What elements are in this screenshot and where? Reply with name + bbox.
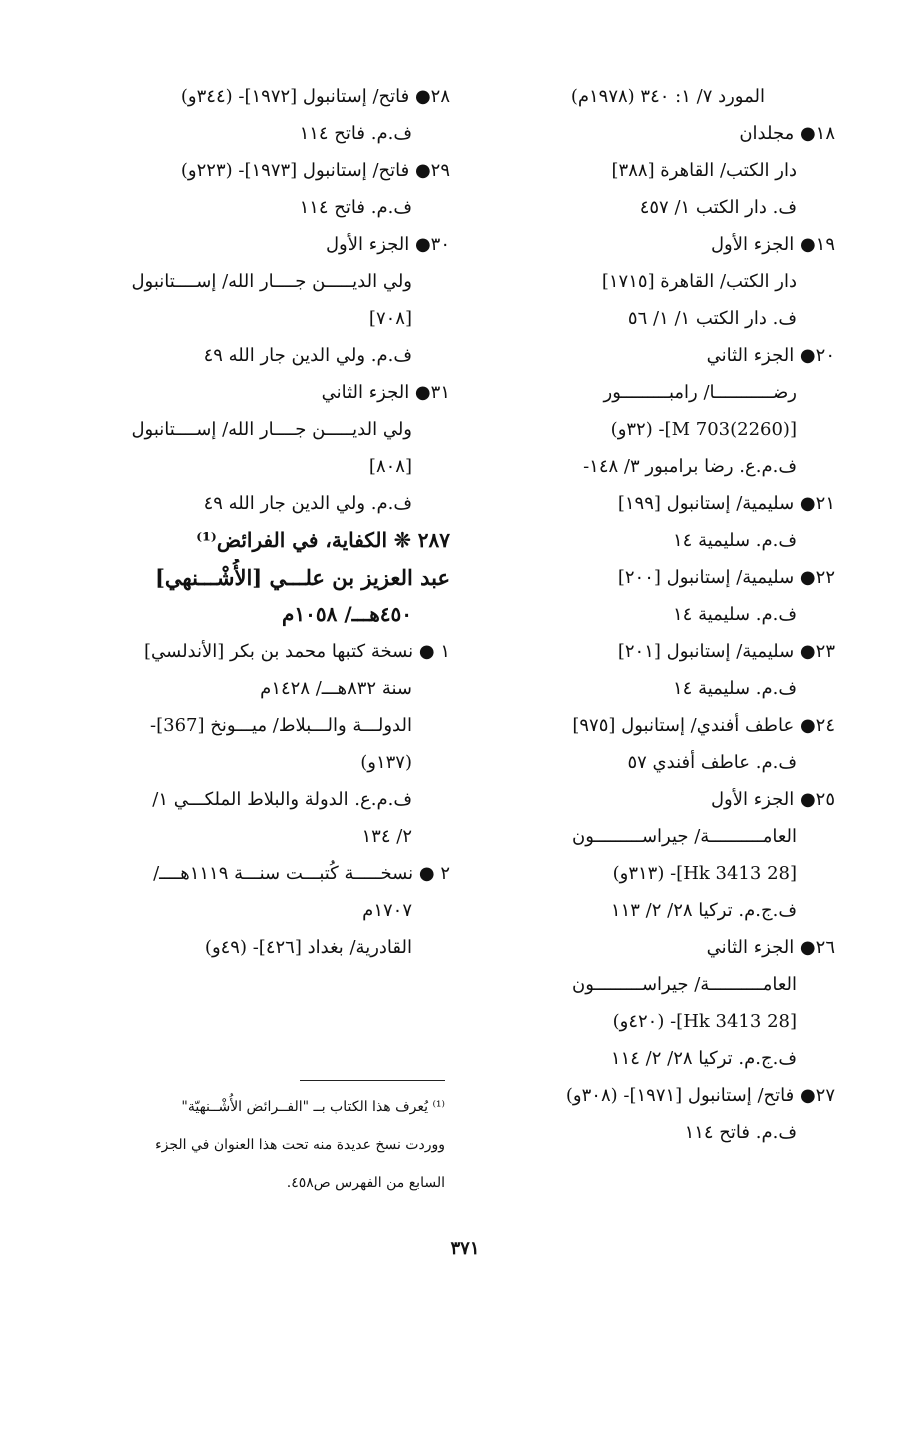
catalog-line: ٣٠● الجزء الأول <box>325 234 450 255</box>
catalog-line: ف.م. سليمية ١٤ <box>673 530 797 551</box>
footnote-divider <box>300 1080 445 1081</box>
catalog-line: ف.ج.م. تركيا ٢٨/ ٢/ ١١٣ <box>610 900 797 921</box>
catalog-line: ٢ ● نسخـــــة كُتبـــت سنـــة ١١١٩هــــ/ <box>153 863 450 884</box>
catalog-line: العامــــــــــة/ جيراســـــــــون <box>571 826 797 847</box>
catalog-line: [28 Hk 3413]- (٣١٣و) <box>612 863 797 884</box>
catalog-line: ف.م.ع. الدولة والبلاط الملكـــي ١/ <box>152 789 412 810</box>
catalog-line: ف.م.ع. رضا برامبور ٣/ ١٤٨- <box>583 456 797 477</box>
footnote-line: ⁽¹⁾ يُعرف هذا الكتاب بــ "الفــرائض الأُشْــنهيّة" <box>181 1099 445 1115</box>
catalog-line: ٢٢● سليمية/ إستانبول [٢٠٠] <box>617 567 835 588</box>
catalog-line: ف.م. عاطف أفندي ٥٧ <box>627 752 797 773</box>
catalog-line: ٢٧● فاتح/ إستانبول [١٩٧١]- (٣٠٨و) <box>565 1085 835 1106</box>
catalog-line: رضـــــــــــا/ رامبـــــــــور <box>603 382 797 403</box>
catalog-line: ٢٥● الجزء الأول <box>710 789 835 810</box>
catalog-line: (١٣٧و) <box>360 752 412 773</box>
catalog-line: ٢٣● سليمية/ إستانبول [٢٠١] <box>617 641 835 662</box>
catalog-line: ف.م. فاتح ١١٤ <box>299 123 412 144</box>
catalog-line: [٨٠٨] <box>368 456 412 477</box>
catalog-line: ٤٥٠هـــ/ ١٠٥٨م <box>282 602 412 626</box>
catalog-line: ٣١● الجزء الثاني <box>321 382 450 403</box>
catalog-line: ١٧٠٧م <box>362 900 412 921</box>
catalog-line: ٢٨● فاتح/ إستانبول [١٩٧٢]- (٣٤٤و) <box>180 86 450 107</box>
catalog-line: ف.م. فاتح ١١٤ <box>299 197 412 218</box>
footnote-line: ووردت نسخ عديدة منه تحت هذا العنوان في الجزء <box>155 1137 445 1153</box>
catalog-line: ١٨● مجلدان <box>739 123 835 144</box>
catalog-line: سنة ٨٣٢هـــ/ ١٤٢٨م <box>260 678 412 699</box>
catalog-line: الدولـــة والـــبلاط/ ميـــونخ [367]- <box>150 715 412 736</box>
catalog-line: دار الكتب/ القاهرة [٣٨٨] <box>611 160 797 181</box>
catalog-line: ف.م. ولي الدين جار الله ٤٩ <box>203 493 412 514</box>
catalog-line: ف.م. ولي الدين جار الله ٤٩ <box>203 345 412 366</box>
catalog-line: عبد العزيز بن علـــي [الأُشْـــنهي] <box>154 565 450 590</box>
catalog-line: ٢٨٧ ❊ الكفاية، في الفرائض⁽¹⁾ <box>196 528 450 552</box>
catalog-line: ٢٠● الجزء الثاني <box>706 345 835 366</box>
footnotes <box>100 1088 445 1202</box>
catalog-line: القادرية/ بغداد [٤٢٦]- (٤٩و) <box>204 937 412 958</box>
catalog-line: ف. دار الكتب ١/ ٤٥٧ <box>639 197 797 218</box>
catalog-line: ولي الديـــــن جــــار الله/ إســــتانبول <box>131 271 412 292</box>
catalog-line: [M 703(2260)]- (٣٢و) <box>610 419 797 440</box>
catalog-line: العامــــــــــة/ جيراســـــــــون <box>571 974 797 995</box>
catalog-line: [٧٠٨] <box>368 308 412 329</box>
right-column <box>485 78 835 1151</box>
left-column <box>100 78 450 966</box>
catalog-line: ف.م. سليمية ١٤ <box>673 678 797 699</box>
catalog-line: ٢١● سليمية/ إستانبول [١٩٩] <box>617 493 835 514</box>
page-number: ٣٧١ <box>450 1238 480 1259</box>
catalog-line: ف. دار الكتب ١/ ١/ ٥٦ <box>627 308 797 329</box>
catalog-line: ف.م. سليمية ١٤ <box>673 604 797 625</box>
catalog-line: ٢/ ١٣٤ <box>361 826 412 847</box>
catalog-line: دار الكتب/ القاهرة [١٧١٥] <box>601 271 797 292</box>
catalog-line: ١٩● الجزء الأول <box>710 234 835 255</box>
catalog-line: ١ ● نسخة كتبها محمد بن بكر [الأندلسي] <box>143 641 450 662</box>
footnote-line: السابع من الفهرس ص٤٥٨. <box>286 1175 445 1191</box>
catalog-line: ٢٩● فاتح/ إستانبول [١٩٧٣]- (٢٢٣و) <box>180 160 450 181</box>
catalog-line: المورد ٧/ ١: ٣٤٠ (١٩٧٨م) <box>570 86 765 107</box>
catalog-line: ٢٦● الجزء الثاني <box>706 937 835 958</box>
catalog-line: ف.ج.م. تركيا ٢٨/ ٢/ ١١٤ <box>610 1048 797 1069</box>
catalog-line: [28 Hk 3413]- (٤٢٠و) <box>612 1011 797 1032</box>
catalog-line: ف.م. فاتح ١١٤ <box>684 1122 797 1143</box>
catalog-line: ٢٤● عاطف أفندي/ إستانبول [٩٧٥] <box>572 715 835 736</box>
catalog-line: ولي الديـــــن جــــار الله/ إســــتانبول <box>131 419 412 440</box>
